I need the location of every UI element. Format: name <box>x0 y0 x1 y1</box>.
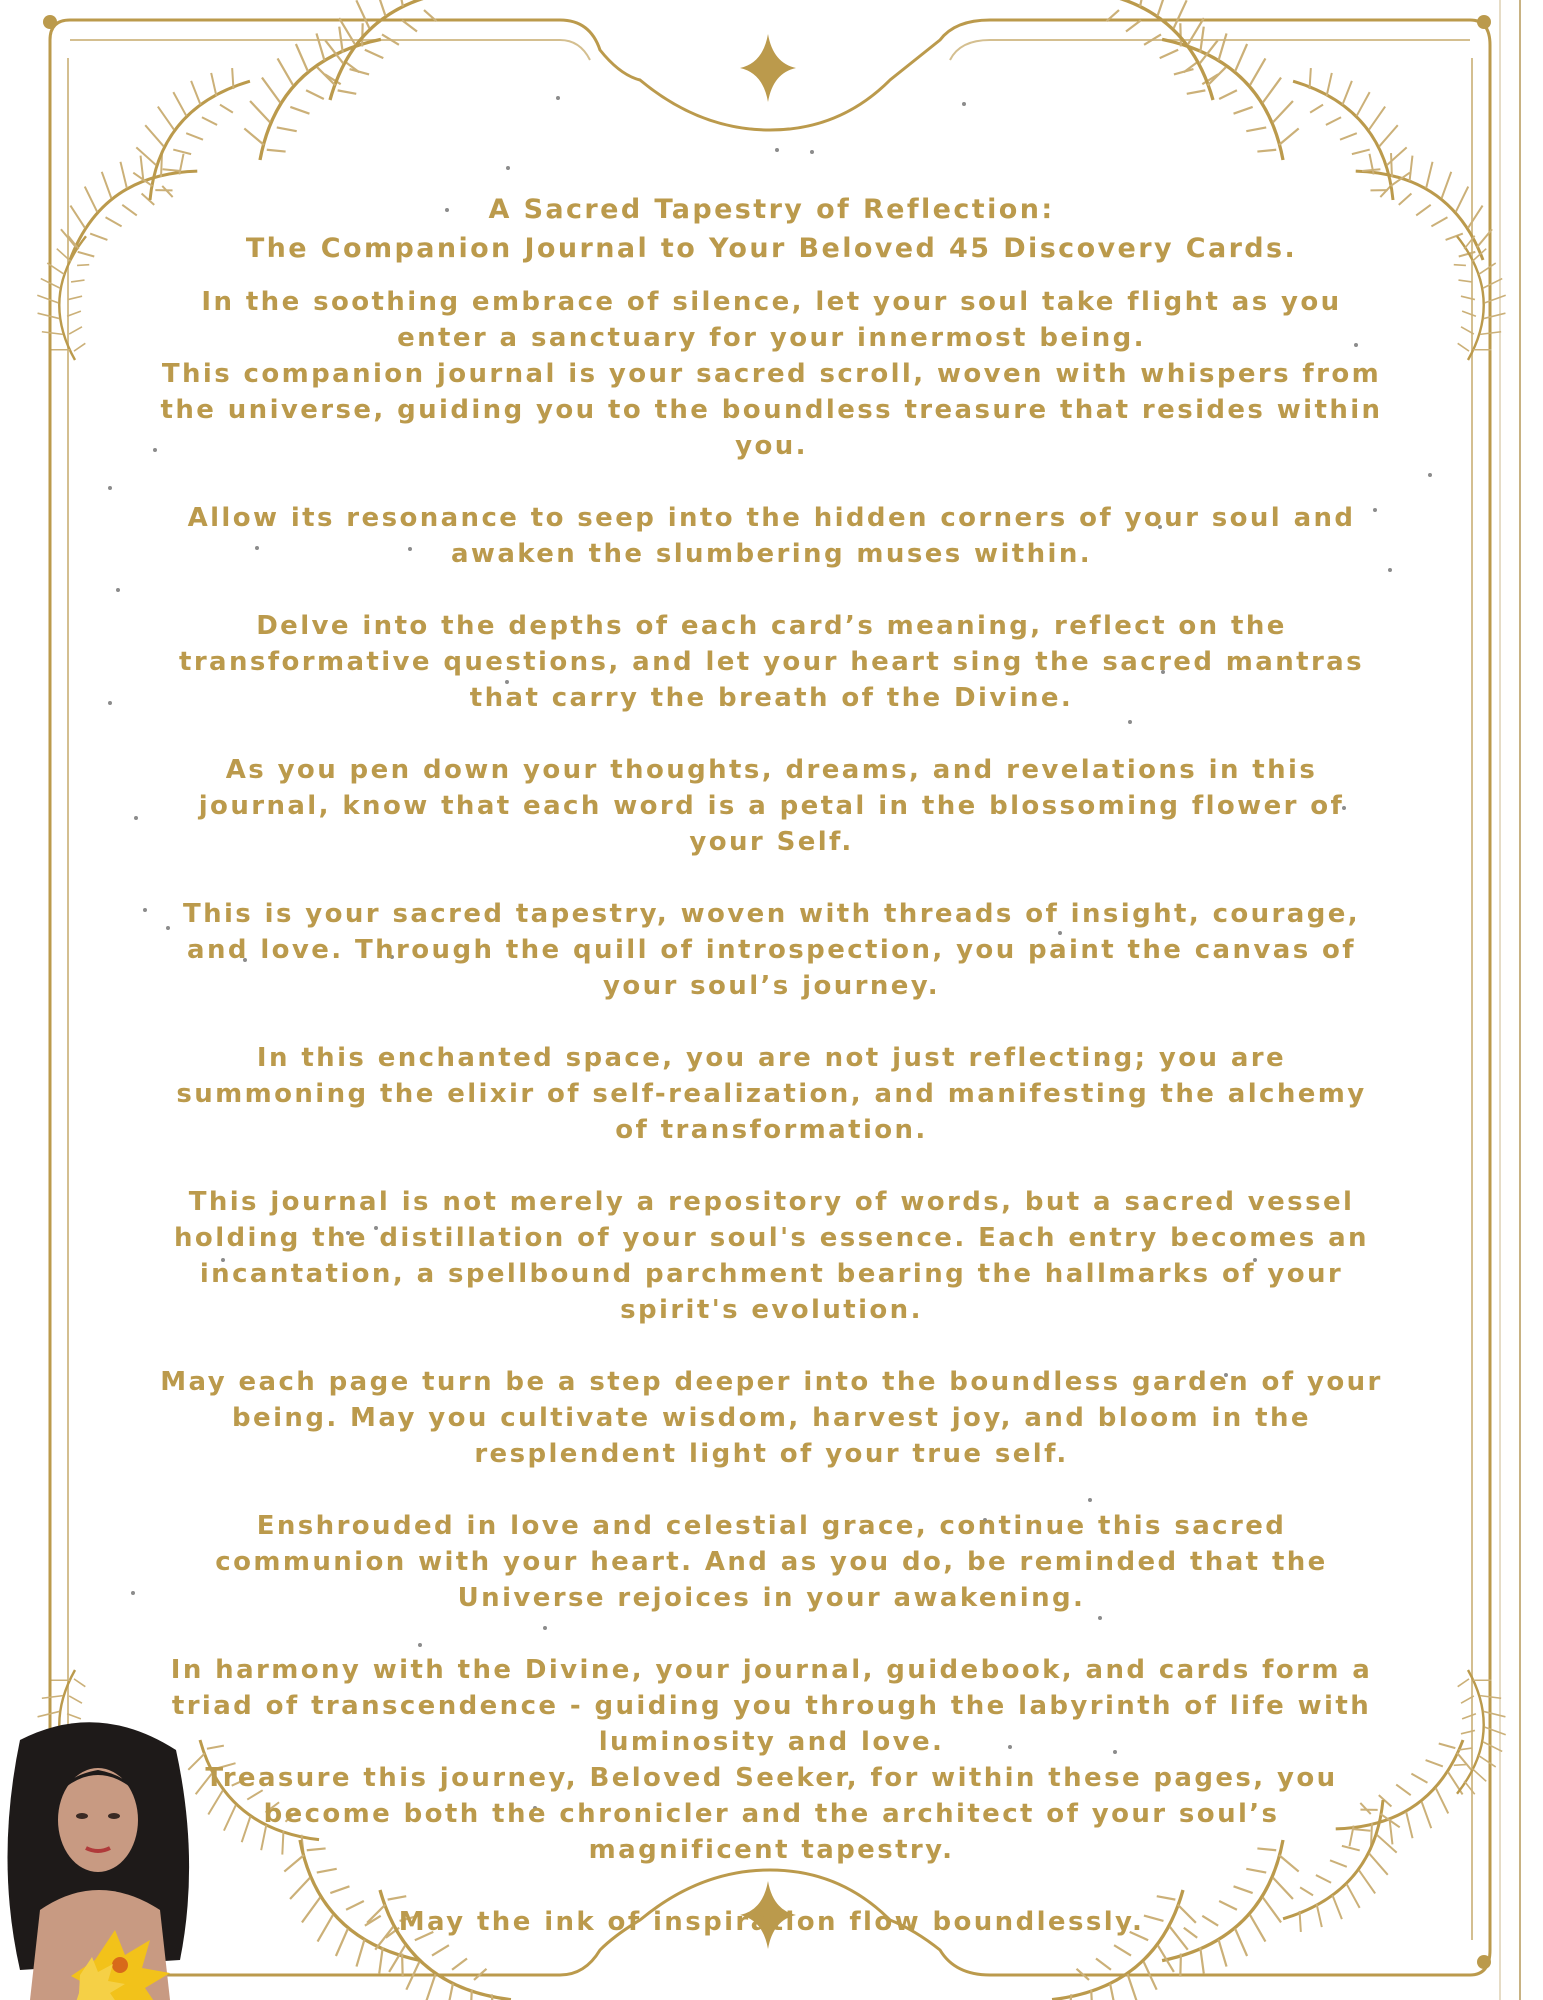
paragraph: In harmony with the Divine, your journal, guidebook, and cards form a triad of transcendence - guiding you through the labyrinth of life with luminosity and love. <box>170 1655 1373 1757</box>
paragraph: As you pen down your thoughts, dreams, and revelations in this journal, know that each word is a petal in the blossoming flower of your Self. <box>198 755 1345 857</box>
paragraph: This journal is not merely a repository of words, but a sacred vessel holding the distillation of your soul's essence. Each entry becomes an incantation, a spellbound parchment bearing the hallmarks of your spirit's evolution. <box>174 1187 1369 1325</box>
four-point-star-icon <box>740 34 796 102</box>
paragraph: This companion journal is your sacred scroll, woven with whispers from the universe, guiding you to the boundless treasure that resides within you. <box>160 359 1383 461</box>
title-line-1: A Sacred Tapestry of Reflection: <box>488 194 1055 225</box>
author-portrait <box>0 1720 196 2000</box>
paragraph: May each page turn be a step deeper into the boundless garden of your being. May you cultivate wisdom, harvest joy, and bloom in the resplendent light of your true self. <box>160 1367 1383 1469</box>
paragraph: Allow its resonance to seep into the hidden corners of your soul and awaken the slumbering muses within. <box>187 503 1356 569</box>
page-title <box>160 190 1383 268</box>
paragraph: Enshrouded in love and celestial grace, continue this sacred communion with your heart. And as you do, be reminded that the Universe rejoices in your awakening. <box>215 1511 1328 1613</box>
journal-text <box>160 190 1383 1940</box>
closing-line: May the ink of inspiration flow boundlessly. <box>398 1907 1145 1937</box>
paragraph: This is your sacred tapestry, woven with threads of insight, courage, and love. Through the quill of introspection, you paint the canvas of your soul’s journey. <box>182 899 1361 1001</box>
paragraph: In the soothing embrace of silence, let your soul take flight as you enter a sanctuary for your innermost being. <box>201 287 1342 353</box>
paragraph: In this enchanted space, you are not just reflecting; you are summoning the elixir of self-realization, and manifesting the alchemy of transformation. <box>176 1043 1367 1145</box>
title-line-2: The Companion Journal to Your Beloved 45 Discovery Cards. <box>245 233 1298 264</box>
paragraph: Delve into the depths of each card’s meaning, reflect on the transformative questions, and let your heart sing the sacred mantras that carry the breath of the Divine. <box>178 611 1365 713</box>
paragraph: Treasure this journey, Beloved Seeker, for within these pages, you become both the chronicler and the architect of your soul’s magnificent tapestry. <box>205 1763 1338 1865</box>
